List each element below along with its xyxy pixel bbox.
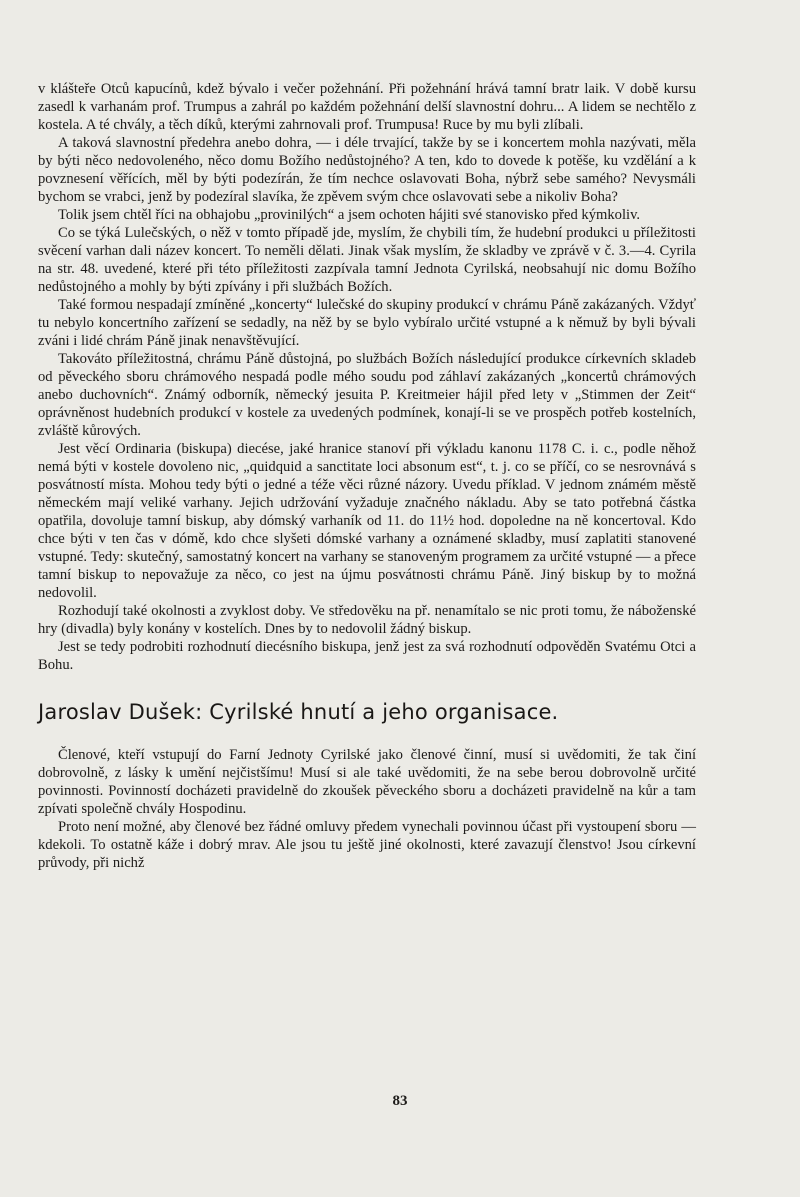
paragraph: A taková slavnostní předehra anebo dohra, — i déle trvající, takže by se i koncertem mohla nazývati, měla by býti něco nedovoleného, něco domu Božího nedůstojného? A ten, kdo to dovede k potěše, ku vzdělání a k povznesení věřících, měl by býti podezírán, že tím nechce oslavovati Boha, nýbrž sebe samého? Nevysmáli bychom se vrabci, jenž by podezíral slavíka, že zpěvem svým chce oslavovati sebe a nikoliv Boha? [38, 135, 696, 205]
paragraph: Jest se tedy podrobiti rozhodnutí diecésního biskupa, jenž jest za svá rozhodnutí odpověděn Svatému Otci a Bohu. [38, 639, 696, 673]
paragraph: v klášteře Otců kapucínů, kdež bývalo i večer požehnání. Při požehnání hrává tamní bratr laik. V době kursu zasedl k varhanám prof. Trumpus a zahrál po každém požehnání delší slavnostní dohru... A lidem se nechtělo z kostela. A té chvály, a těch díků, kterými zahrnovali prof. Trumpusa! Ruce by mu byli zlíbali. [38, 81, 696, 133]
page-number: 83 [392, 1093, 408, 1109]
paragraph: Tolik jsem chtěl říci na obhajobu „provinilých“ a jsem ochoten hájiti své stanovisko před kýmkoliv. [58, 207, 641, 223]
paragraph: Co se týká Lulečských, o něž v tomto případě jde, myslím, že chybili tím, že hudební produkci u příležitosti svěcení varhan dali název koncert. To neměli dělati. Jinak však myslím, že skladby ve zprávě v č. 3.—4. Cyrila na str. 48. uvedené, které při této příležitosti zazpívala tamní Jednota Cyrilská, neobsahují nic domu Božího nedůstojného a mohly by býti zpívány i při službách Božích. [38, 225, 696, 295]
article-continuation [38, 80, 696, 674]
paragraph: Členové, kteří vstupují do Farní Jednoty Cyrilské jako členové činní, musí si uvědomiti, že tak činí dobrovolně, z lásky k umění nejčistšímu! Musí si ale také uvědomiti, že na sebe berou dobrovolně určité povinnosti. Povinností docházeti pravidelně do zkoušek pěveckého sboru a docházeti pravidelně na kůr a tam zpívati společně chvály Hospodinu. [38, 747, 696, 817]
paragraph: Jest věcí Ordinaria (biskupa) diecése, jaké hranice stanoví při výkladu kanonu 1178 C. i. c., podle něhož nemá býti v kostele dovoleno nic, „quidquid a sanctitate loci absonum est“, t. j. co se příčí, co se nesrovnává s posvátností místa. Mohou tedy býti o jedné a téže věci různé názory. Uvedu příklad. V jednom známém městě německém mají veliké varhany. Jejich udržování vyžaduje značného nákladu. Aby se tato potřebná částka opatřila, dovoluje tamní biskup, aby dómský varhaník od 11. do 11½ hod. dopoledne na ně koncertoval. Kdo chce býti v ten čas v dómě, kdo chce slyšeti dómské varhany a oznámené skladby, musí zaplatiti stanovené vstupné. Tedy: skutečný, samostatný koncert na varhany se stanoveným programem za určité vstupné — a přece tamní biskup to nepovažuje za něco, co jest na újmu posvátnosti chrámu Páně. Jiný biskup by to možná nedovolil. [38, 441, 696, 601]
article-heading: Jaroslav Dušek: Cyrilské hnutí a jeho organisace. [38, 700, 559, 724]
paragraph: Rozhodují také okolnosti a zvyklost doby. Ve středověku na př. nenamítalo se nic proti tomu, že náboženské hry (divadla) byly konány v kostelích. Dnes by to nedovolil žádný biskup. [38, 603, 696, 637]
paragraph: Takováto příležitostná, chrámu Páně důstojná, po službách Božích následující produkce církevních skladeb od pěveckého sboru chrámového nespadá podle mého soudu pod záhlaví zakázaných „koncertů chrámových anebo duchovních“. Známý odborník, německý jesuita P. Kreitmeier hájil před lety v „Stimmen der Zeit“ oprávněnost hudebních produkcí v kostele za uvedených podmínek, konají-li se ve prospěch potřeb kostelních, zvláště kůrových. [38, 351, 696, 439]
paragraph: Proto není možné, aby členové bez řádné omluvy předem vynechali povinnou účast při vystoupení sboru — kdekoli. To ostatně káže i dobrý mrav. Ale jsou tu ještě jiné okolnosti, které zavazují členstvo! Jsou církevní průvody, při nichž [38, 819, 696, 871]
paragraph: Také formou nespadají zmíněné „koncerty“ lulečské do skupiny produkcí v chrámu Páně zakázaných. Vždyť tu nebylo koncertního zařízení se sedadly, na něž by se bylo vybíralo určité vstupné a k němuž by byli bývali zváni i lidé chrám Páně jinak nenavštěvující. [38, 297, 696, 349]
article-body [38, 746, 696, 872]
